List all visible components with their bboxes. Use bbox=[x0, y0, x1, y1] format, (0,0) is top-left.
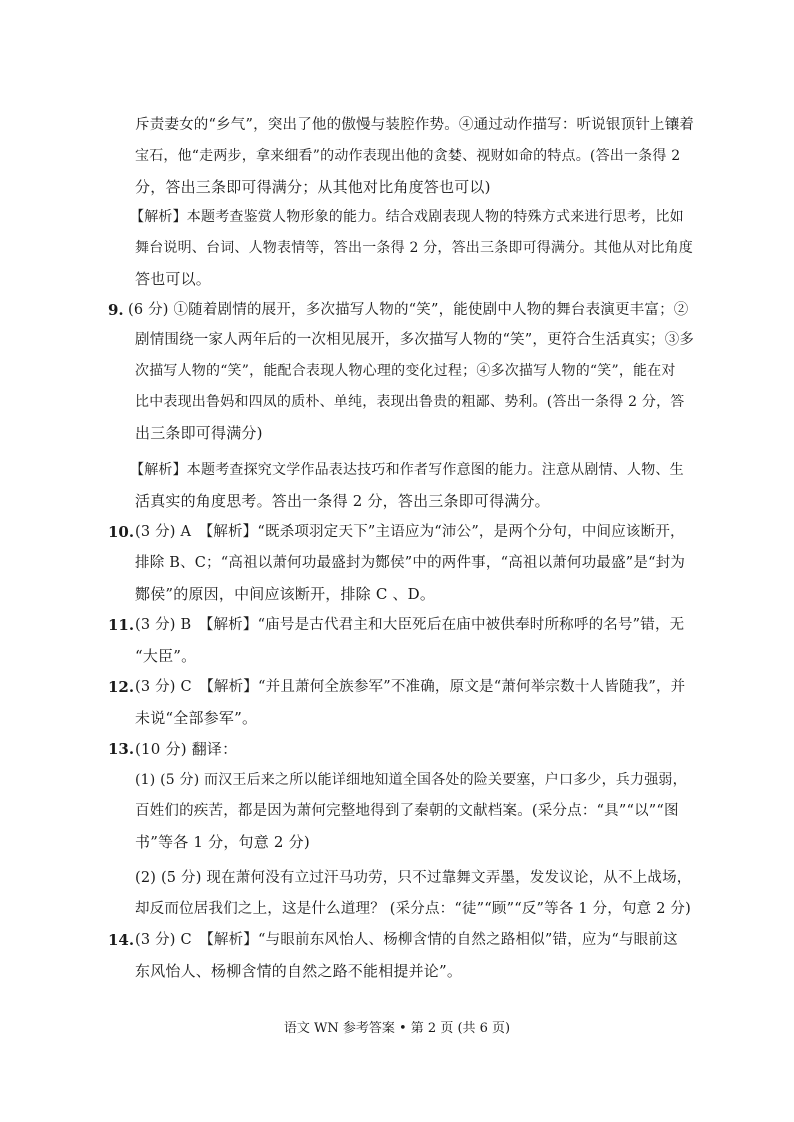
analysis-line: 舞台说明、台词、人物表情等，答出一条得 2 分，答出三条即可得满分。其他从对比角度 bbox=[135, 240, 694, 256]
question-number: 9. bbox=[108, 301, 124, 319]
analysis-line: 【解析】本题考查探究文学作品表达技巧和作者写作意图的能力。注意从剧情、人物、生 bbox=[130, 462, 684, 478]
answer-line: (3 分) C 【解析】“与眼前东风怡人、杨柳含情的自然之路相似”错，应为“与眼前这 bbox=[135, 932, 678, 948]
text-line: 宝石，他“走两步，拿来细看”的动作表现出他的贪婪、视财如命的特点。(答出一条得 2 bbox=[135, 148, 681, 164]
sub-answer-line: (2) (5 分) 现在萧何没有立过汗马功劳，只不过靠舞文弄墨，发发议论，从不上战场， bbox=[135, 870, 692, 886]
sub-answer-line: 却反而位居我们之上，这是什么道理？ (采分点：“徒”“顾”“反”等各 1 分，句意 2 分) bbox=[135, 901, 691, 917]
question-number: 14. bbox=[108, 931, 135, 949]
question-number: 11. bbox=[108, 616, 135, 634]
answer-line: (3 分) C 【解析】“并且萧何全族参军”不准确，原文是“萧何举宗数十人皆随我”，并 bbox=[135, 679, 686, 695]
question-number: 10. bbox=[108, 523, 135, 541]
analysis-line: 活真实的角度思考。答出一条得 2 分，答出三条即可得满分。 bbox=[135, 492, 550, 510]
answer-line: (10 分) 翻译： bbox=[135, 740, 238, 758]
answer-line: 未说“全部参军”。 bbox=[135, 709, 258, 727]
analysis-line: 【解析】本题考查鉴赏人物形象的能力。结合戏剧表现人物的特殊方式来进行思考，比如 bbox=[130, 209, 684, 225]
analysis-line: 答也可以。 bbox=[135, 270, 212, 288]
question-number: 12. bbox=[108, 678, 135, 696]
answer-line: (3 分) B 【解析】“庙号是古代君主和大臣死后在庙中被供奉时所称呼的名号”错，无 bbox=[135, 617, 685, 633]
answer-line: 酂侯”的原因，中间应该断开，排除 C 、D。 bbox=[135, 585, 436, 603]
page-footer: 语文 WN 参考答案 • 第 2 页 (共 6 页) bbox=[283, 1021, 511, 1036]
answer-line: 排除 B、C；“高祖以萧何功最盛封为酂侯”中的两件事，“高祖以萧何功最盛”是“封为 bbox=[135, 555, 686, 571]
question-number: 13. bbox=[108, 740, 135, 758]
sub-answer-line: 书”等各 1 分，句意 2 分) bbox=[135, 833, 310, 851]
answer-line: (3 分) A 【解析】“既杀项羽定天下”主语应为“沛公”，是两个分句，中间应该断开， bbox=[135, 524, 685, 540]
answer-line: 比中表现出鲁妈和四凤的质朴、单纯，表现出鲁贵的粗鄙、势利。(答出一条得 2 分，答 bbox=[135, 394, 685, 410]
text-line: 分，答出三条即可得满分；从其他对比角度答也可以) bbox=[135, 178, 491, 196]
answer-line: 剧情围绕一家人两年后的一次相见展开，多次描写人物的“笑”，更符合生活真实；③多 bbox=[135, 332, 695, 348]
text-line: 斥责妻女的“乡气”，突出了他的傲慢与装腔作势。④通过动作描写：听说银顶针上镶着 bbox=[135, 117, 695, 133]
sub-answer-line: 百姓们的疾苦，都是因为萧何完整地得到了秦朝的文献档案。(采分点：“具”“以”“图 bbox=[135, 803, 679, 819]
answer-line: “大臣”。 bbox=[135, 647, 197, 665]
answer-line: (6 分) ①随着剧情的展开，多次描写人物的“笑”，能使剧中人物的舞台表演更丰富；② bbox=[128, 302, 689, 318]
answer-line: 东风怡人、杨柳含情的自然之路不能相提并论”。 bbox=[135, 962, 463, 980]
answer-line: 次描写人物的“笑”，能配合表现人物心理的变化过程；④多次描写人物的“笑”，能在对 bbox=[135, 363, 676, 379]
answer-line: 出三条即可得满分) bbox=[135, 424, 263, 442]
sub-answer-line: (1) (5 分) 而汉王后来之所以能详细地知道全国各处的险关要塞，户口多少，兵力强弱， bbox=[135, 772, 687, 788]
